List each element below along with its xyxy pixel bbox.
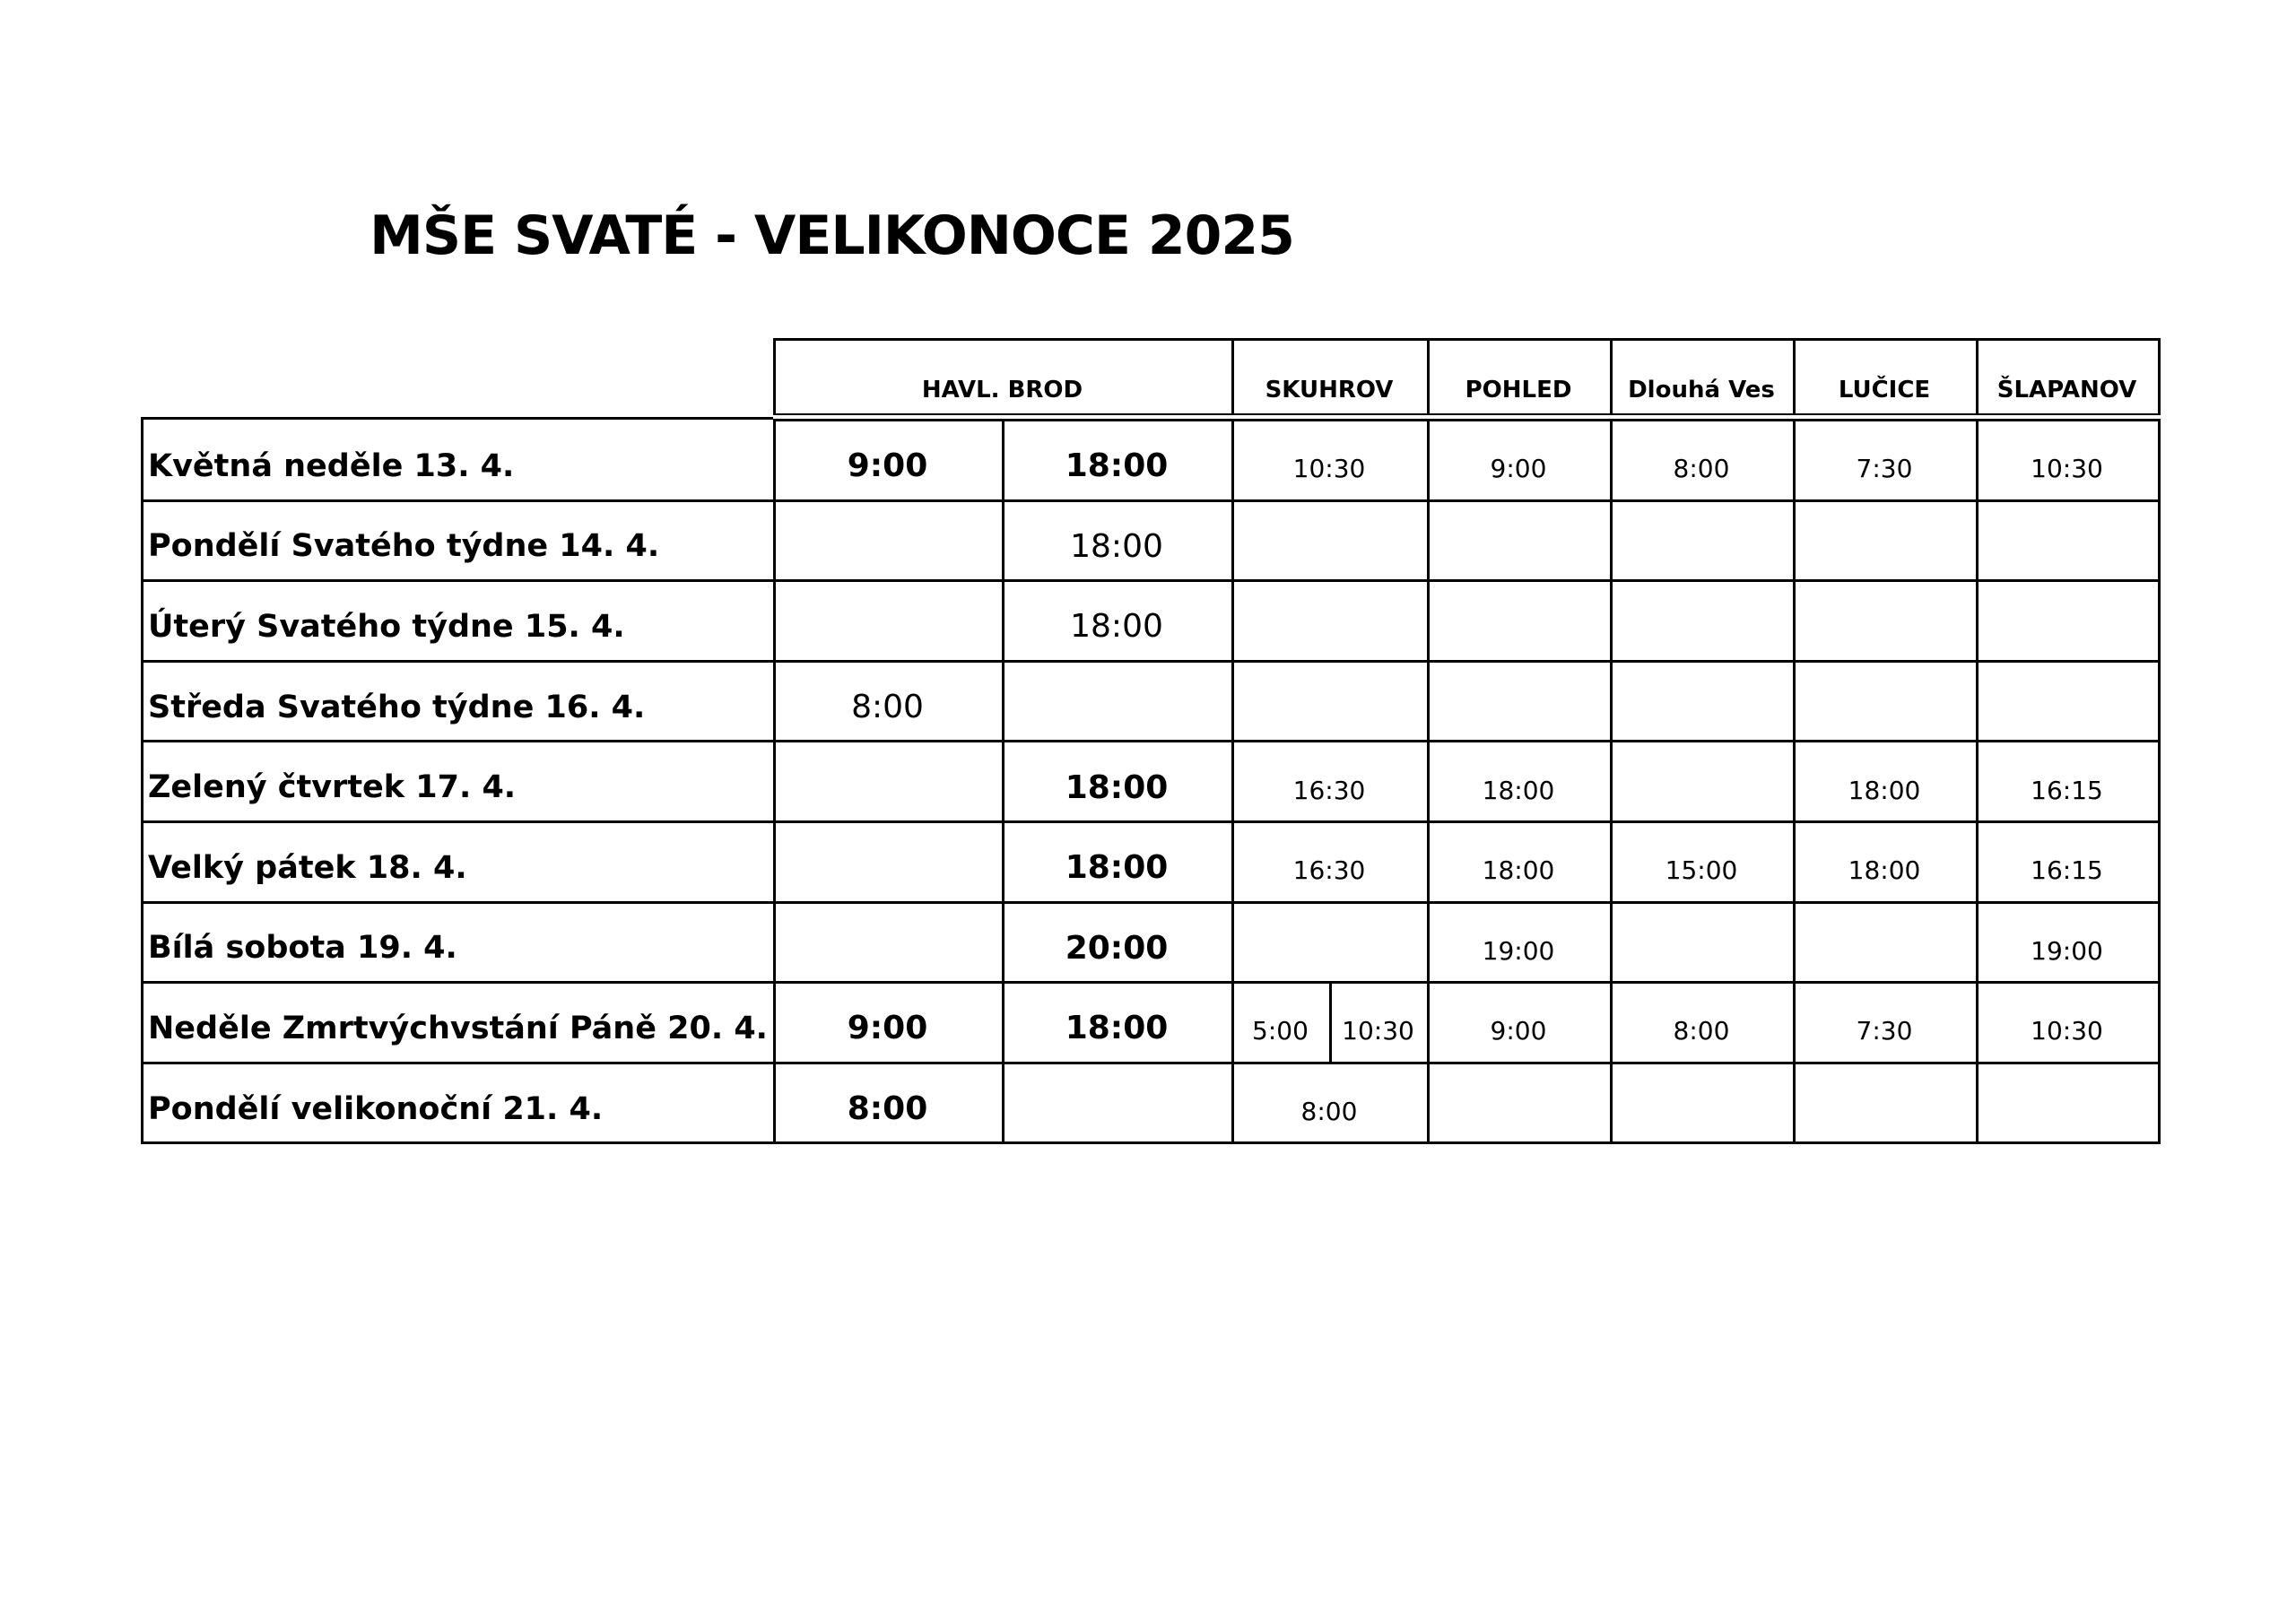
havl-brod-time-1: 9:00 — [847, 447, 928, 485]
skuhrov-time — [1231, 902, 1427, 983]
lucice-time: 18:00 — [1848, 855, 1921, 886]
lucice-time: 7:30 — [1856, 454, 1913, 484]
havl-brod-time-1: 8:00 — [847, 1090, 928, 1128]
column-header-lucice: LUČICE — [1838, 377, 1931, 404]
pohled-time — [1427, 500, 1610, 581]
row-label: Úterý Svatého týdne 15. 4. — [148, 608, 625, 645]
dlouha-ves-time — [1610, 580, 1793, 661]
dlouha-ves-time — [1610, 1063, 1793, 1143]
lucice-time: 18:00 — [1848, 775, 1921, 805]
slapanov-time — [1976, 580, 2158, 661]
row-label: Květná neděle 13. 4. — [148, 447, 515, 484]
havl-brod-time-2: 18:00 — [1070, 608, 1163, 646]
row-label: Zelený čtvrtek 17. 4. — [148, 769, 517, 806]
slapanov-time: 10:30 — [2031, 454, 2103, 484]
dlouha-ves-time — [1610, 500, 1793, 581]
pohled-time: 19:00 — [1482, 935, 1555, 966]
havl-brod-time-1 — [773, 821, 1002, 902]
havl-brod-time-2: 18:00 — [1065, 447, 1169, 485]
column-header-skuhrov: SKUHROV — [1265, 377, 1394, 404]
slapanov-time: 19:00 — [2031, 935, 2103, 966]
slapanov-time — [1976, 1063, 2158, 1143]
row-label: Neděle Zmrtvýchvstání Páně 20. 4. — [148, 1010, 768, 1046]
havl-brod-time-2: 20:00 — [1065, 929, 1169, 967]
pohled-time: 9:00 — [1490, 454, 1547, 484]
havl-brod-time-2: 18:00 — [1065, 768, 1169, 806]
skuhrov-time: 10:30 — [1292, 454, 1366, 484]
slapanov-time — [1976, 661, 2158, 742]
dlouha-ves-time — [1610, 741, 1793, 821]
dlouha-ves-time: 8:00 — [1673, 1016, 1730, 1046]
pohled-time — [1427, 1063, 1610, 1143]
lucice-time — [1793, 500, 1976, 581]
pohled-time: 18:00 — [1482, 855, 1555, 886]
row-label: Pondělí Svatého týdne 14. 4. — [148, 528, 660, 565]
pohled-time: 9:00 — [1490, 1016, 1547, 1046]
dlouha-ves-time: 8:00 — [1673, 454, 1730, 484]
havl-brod-time-1: 8:00 — [851, 689, 924, 726]
row-label: Středa Svatého týdne 16. 4. — [148, 689, 646, 725]
header-right-border — [2158, 338, 2161, 415]
slapanov-time: 10:30 — [2031, 1016, 2103, 1046]
havl-brod-time-1 — [773, 580, 1002, 661]
pohled-time: 18:00 — [1482, 775, 1555, 805]
row-label: Bílá sobota 19. 4. — [148, 930, 457, 967]
skuhrov-time — [1231, 580, 1427, 661]
havl-brod-time-2 — [1002, 1063, 1231, 1143]
slapanov-time: 16:15 — [2031, 775, 2103, 805]
havl-brod-time-2 — [1002, 661, 1231, 742]
havl-brod-time-2: 18:00 — [1070, 527, 1163, 565]
pohled-time — [1427, 580, 1610, 661]
skuhrov-time-a: 5:00 — [1252, 1016, 1309, 1046]
dlouha-ves-time — [1610, 661, 1793, 742]
table-right-border — [2158, 420, 2161, 1143]
havl-brod-time-1: 9:00 — [847, 1010, 928, 1047]
dlouha-ves-time: 15:00 — [1665, 855, 1738, 886]
skuhrov-time — [1231, 500, 1427, 581]
slapanov-time: 16:15 — [2031, 855, 2103, 886]
lucice-time — [1793, 580, 1976, 661]
skuhrov-time: 16:30 — [1292, 775, 1366, 805]
row-label: Velký pátek 18. 4. — [148, 849, 467, 886]
dlouha-ves-time — [1610, 902, 1793, 983]
column-header-havl-brod: HAVL. BROD — [921, 377, 1083, 404]
havl-brod-time-1 — [773, 902, 1002, 983]
row-label: Pondělí velikonoční 21. 4. — [148, 1090, 604, 1127]
havl-brod-time-1 — [773, 741, 1002, 821]
slapanov-time — [1976, 500, 2158, 581]
column-header-dlouha-ves: Dlouhá Ves — [1628, 377, 1775, 404]
havl-brod-time-2: 18:00 — [1065, 849, 1169, 887]
havl-brod-time-1 — [773, 500, 1002, 581]
lucice-time — [1793, 1063, 1976, 1143]
lucice-time — [1793, 902, 1976, 983]
page-title: MŠE SVATÉ - VELIKONOCE 2025 — [370, 204, 1294, 267]
lucice-time — [1793, 661, 1976, 742]
column-header-pohled: POHLED — [1465, 377, 1572, 404]
column-header-slapanov: ŠLAPANOV — [1996, 377, 2137, 404]
skuhrov-time-b: 10:30 — [1342, 1016, 1414, 1046]
pohled-time — [1427, 661, 1610, 742]
havl-brod-time-2: 18:00 — [1065, 1010, 1169, 1047]
skuhrov-time: 16:30 — [1292, 855, 1366, 886]
skuhrov-time — [1231, 661, 1427, 742]
lucice-time: 7:30 — [1856, 1016, 1913, 1046]
skuhrov-time: 8:00 — [1300, 1097, 1358, 1127]
